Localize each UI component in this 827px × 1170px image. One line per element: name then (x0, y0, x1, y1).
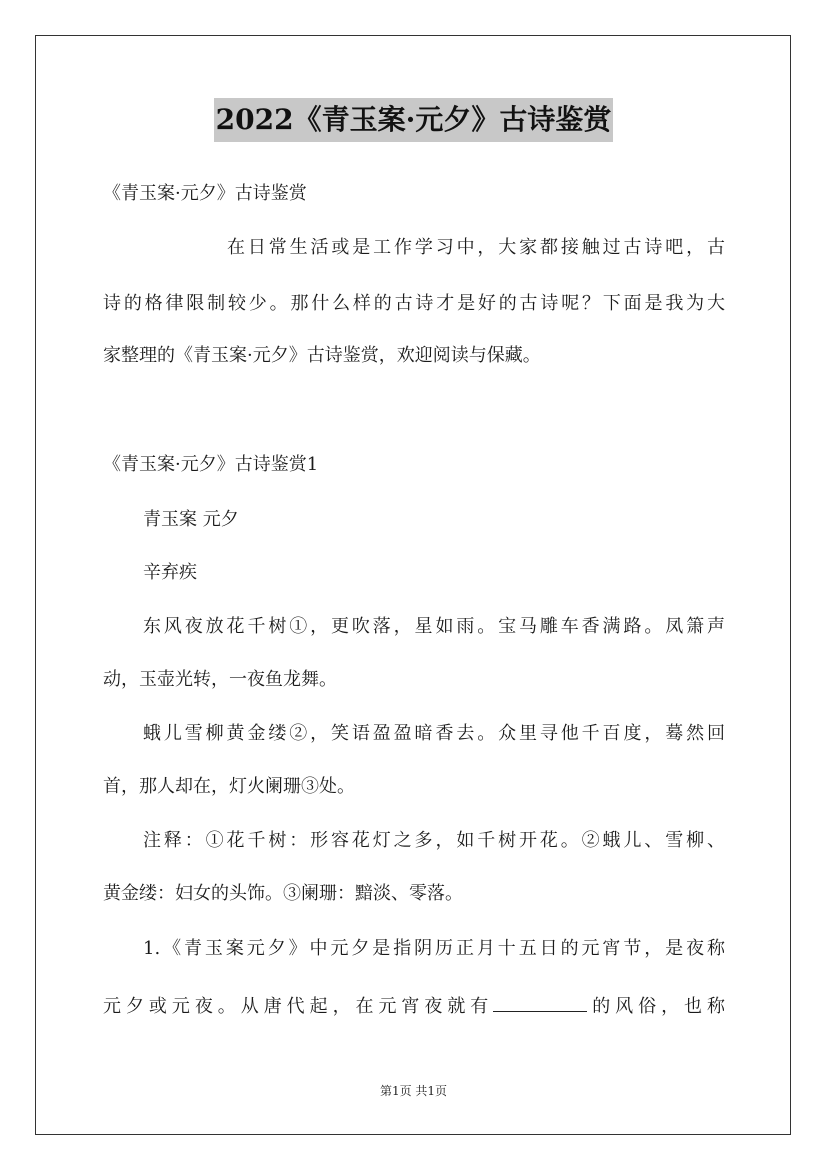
intro-line-3: 家整理的《青玉案·元夕》古诗鉴赏，欢迎阅读与保藏。 (103, 345, 541, 366)
document-title: 2022《青玉案·元夕》古诗鉴赏 (214, 98, 614, 142)
question-line-2-after: 的风俗，也称 (587, 996, 726, 1017)
page-footer: 第1页 共1页 (379, 1084, 448, 1098)
stanza1-line-2: 动，玉壶光转，一夜鱼龙舞。 (103, 669, 337, 690)
question-line-1: 1.《青玉案元夕》中元夕是指阴历正月十五日的元宵节，是夜称 (143, 938, 725, 959)
answer-blank (493, 993, 587, 1012)
poem-title: 青玉案 元夕 (143, 509, 239, 530)
section-heading: 《青玉案·元夕》古诗鉴赏1 (103, 454, 319, 475)
stanza2-line-1: 蛾儿雪柳黄金缕②，笑语盈盈暗香去。众里寻他千百度，蓦然回 (143, 723, 725, 744)
intro-line-2: 诗的格律限制较少。那什么样的古诗才是好的古诗呢？下面是我为大 (103, 293, 725, 314)
title-container (0, 98, 827, 142)
poem-author: 辛弃疾 (143, 562, 197, 583)
notes-line-2: 黄金缕：妇女的头饰。③阑珊：黯淡、零落。 (103, 883, 463, 904)
stanza1-line-1: 东风夜放花千树①，更吹落，星如雨。宝马雕车香满路。凤箫声 (143, 616, 725, 637)
stanza2-line-2: 首，那人却在，灯火阑珊③处。 (103, 776, 355, 797)
subtitle: 《青玉案·元夕》古诗鉴赏 (103, 183, 307, 204)
notes-line-1: 注释：①花千树：形容花灯之多，如千树开花。②蛾儿、雪柳、 (143, 830, 725, 851)
intro-line-1: 在日常生活或是工作学习中，大家都接触过古诗吧，古 (227, 237, 725, 258)
question-line-2 (103, 993, 725, 1019)
question-line-2-before: 元夕或元夜。从唐代起，在元宵夜就有 (103, 996, 494, 1017)
